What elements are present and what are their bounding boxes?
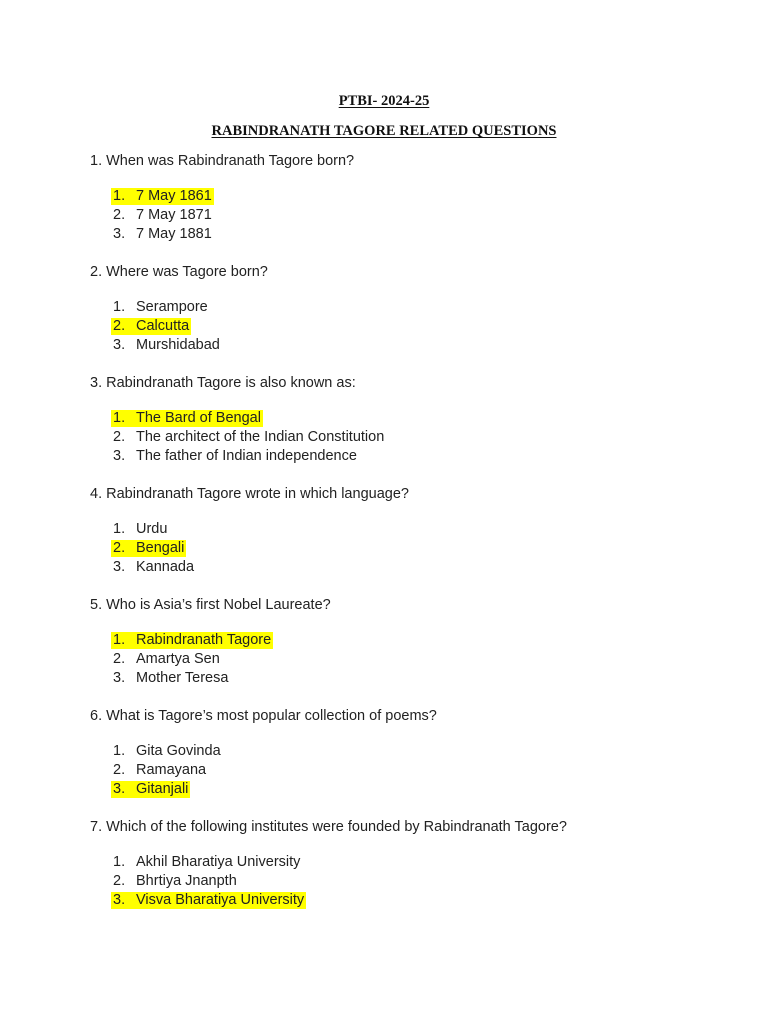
answer-option-highlighted: [0, 187, 768, 206]
question-text: 4. Rabindranath Tagore wrote in which language?: [90, 486, 409, 502]
option-text: Ramayana: [136, 762, 207, 778]
option-text: Gita Govinda: [136, 743, 221, 759]
option-number: 3.: [113, 226, 126, 242]
option-number: 1.: [113, 632, 126, 648]
option-text: Murshidabad: [136, 337, 220, 353]
answer-option-highlighted: [0, 409, 768, 428]
question-text: 7. Which of the following institutes were founded by Rabindranath Tagore?: [90, 819, 567, 835]
option-number: 2.: [113, 873, 126, 889]
option-number: 2.: [113, 207, 126, 223]
answer-option: [0, 428, 768, 447]
answer-option: [0, 520, 768, 539]
option-number: 1.: [113, 743, 126, 759]
option-number: 2.: [113, 762, 126, 778]
option-number: 3.: [113, 559, 126, 575]
question-text: 2. Where was Tagore born?: [90, 264, 268, 280]
question-text: 3. Rabindranath Tagore is also known as:: [90, 375, 356, 391]
answer-option-highlighted: [0, 317, 768, 336]
answer-option: [0, 206, 768, 225]
option-number: 3.: [113, 337, 126, 353]
answer-option: [0, 669, 768, 688]
document-code-heading: PTBI- 2024-25: [338, 93, 430, 109]
answer-option: [0, 298, 768, 317]
answer-option: [0, 761, 768, 780]
answer-option-highlighted: [0, 780, 768, 799]
option-text: Mother Teresa: [136, 670, 229, 686]
answer-option: [0, 558, 768, 577]
option-number: 1.: [113, 410, 126, 426]
option-text: Urdu: [136, 521, 168, 537]
option-number: 2.: [113, 651, 126, 667]
option-number: 3.: [113, 670, 126, 686]
option-text: The father of Indian independence: [136, 448, 357, 464]
option-text: The Bard of Bengal: [136, 410, 261, 426]
answer-option-highlighted: [0, 539, 768, 558]
option-number: 3.: [113, 448, 126, 464]
option-text: Bhrtiya Jnanpth: [136, 873, 237, 889]
question-text: 5. Who is Asia’s first Nobel Laureate?: [90, 597, 331, 613]
answer-option: [0, 853, 768, 872]
question-text: 6. What is Tagore’s most popular collection of poems?: [90, 708, 437, 724]
option-text: Akhil Bharatiya University: [136, 854, 301, 870]
answer-option-highlighted: [0, 631, 768, 650]
option-text: 7 May 1871: [136, 207, 212, 223]
option-number: 1.: [113, 299, 126, 315]
option-number: 2.: [113, 318, 126, 334]
option-text: Serampore: [136, 299, 208, 315]
answer-option: [0, 872, 768, 891]
document-title-heading: RABINDRANATH TAGORE RELATED QUESTIONS: [211, 123, 557, 139]
option-text: Rabindranath Tagore: [136, 632, 272, 648]
option-text: 7 May 1881: [136, 226, 212, 242]
option-number: 1.: [113, 854, 126, 870]
answer-option: [0, 336, 768, 355]
option-number: 3.: [113, 892, 126, 908]
option-text: Gitanjali: [136, 781, 189, 797]
option-number: 1.: [113, 188, 126, 204]
option-text: Calcutta: [136, 318, 190, 334]
answer-option: [0, 650, 768, 669]
option-number: 2.: [113, 429, 126, 445]
answer-option: [0, 447, 768, 466]
question-text: 1. When was Rabindranath Tagore born?: [90, 153, 355, 169]
answer-option: [0, 742, 768, 761]
option-text: Bengali: [136, 540, 185, 556]
option-text: Kannada: [136, 559, 195, 575]
option-text: The architect of the Indian Constitution: [136, 429, 385, 445]
option-text: Visva Bharatiya University: [136, 892, 305, 908]
answer-option-highlighted: [0, 891, 768, 910]
option-number: 2.: [113, 540, 126, 556]
option-text: Amartya Sen: [136, 651, 220, 667]
option-number: 1.: [113, 521, 126, 537]
option-text: 7 May 1861: [136, 188, 212, 204]
option-number: 3.: [113, 781, 126, 797]
answer-option: [0, 225, 768, 244]
